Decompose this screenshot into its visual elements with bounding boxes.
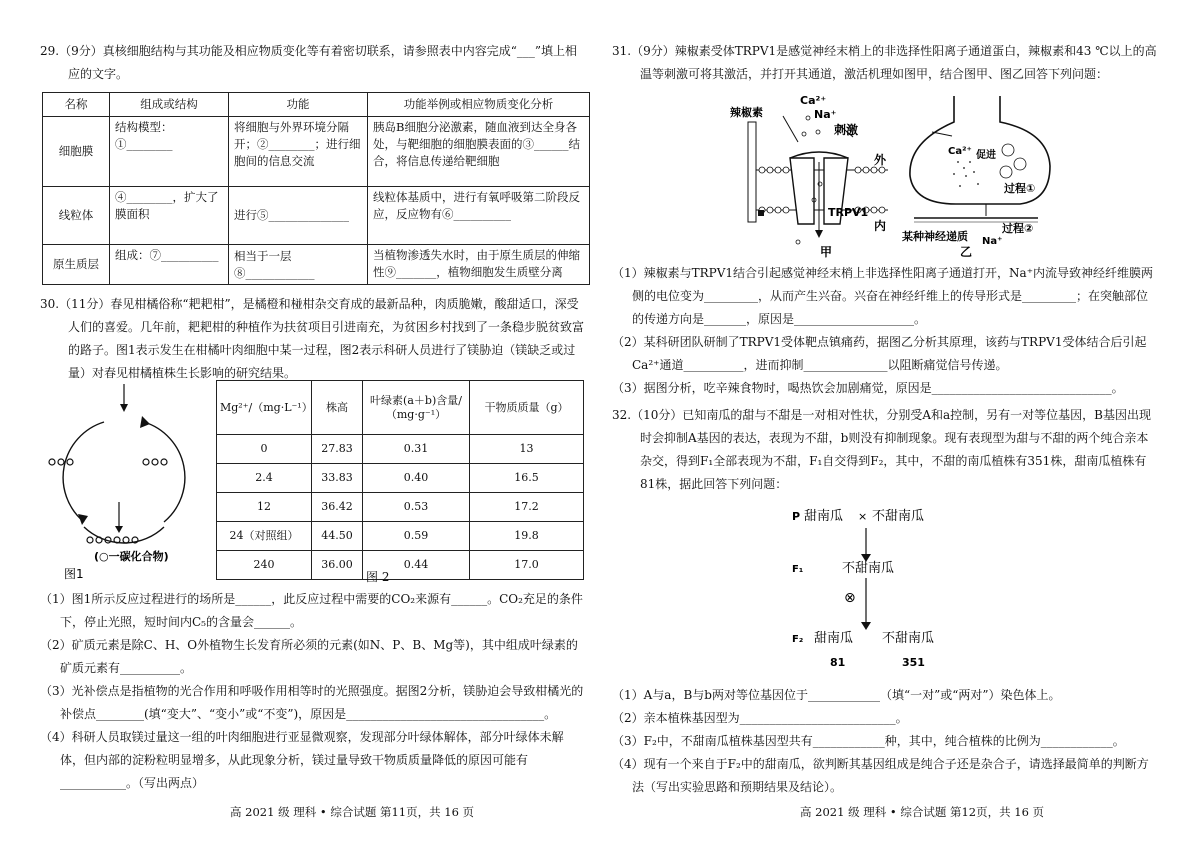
q32-sub-3: （3）F₂中，不甜南瓜植株基因型共有____________种，其中，纯合植株的比例为____________。 (612, 734, 1125, 748)
q30-cell: 27.83 (312, 435, 363, 464)
q30-cell: 0.40 (363, 464, 470, 493)
cross-f2-label: F₂ (792, 634, 804, 645)
footer-right: 高 2021 级 理科 • 综合试题 第12页，共 16 页 (800, 805, 1045, 819)
q29-cell: 相当于一层⑧____________ (229, 245, 368, 285)
fig-ca2-label: Ca²⁺ (948, 146, 972, 157)
fig-proc1-label: 过程① (1004, 182, 1036, 195)
q31-figure (728, 92, 1058, 260)
phospholipid-head (767, 207, 773, 213)
q29-cell: 细胞膜 (43, 117, 110, 187)
phospholipid-head (767, 167, 773, 173)
q30-cell: 17.2 (470, 493, 584, 522)
q30-sub-3: （3）光补偿点是指植物的光合作用和呼吸作用相等时的光照强度。据图2分析，镁胁迫会导致柑橘光的补偿点________(填“变大”、“变小”或“不变”)，原因是_________________________________。 (40, 684, 584, 721)
fig-capsaicin-label: 辣椒素 (730, 106, 763, 119)
cross-n-right: 351 (902, 656, 925, 669)
phospholipid-head (775, 167, 781, 173)
q30-cell: 36.00 (312, 551, 363, 580)
fig1-legend: (○一碳化合物) (94, 550, 169, 563)
cross-self-mark: ⊗ (844, 590, 856, 606)
q29-cell: 结构模型：①________ (110, 117, 229, 187)
fig-yi-label: 乙 (960, 245, 973, 259)
q29-cell: 将细胞与外界环境分隔开；②________；进行细胞间的信息交流 (229, 117, 368, 187)
left-page (40, 40, 585, 385)
fig-jia-label: 甲 (820, 245, 833, 259)
phospholipid-head (879, 207, 885, 213)
phospholipid-head (871, 167, 877, 173)
cross-f2-left: 甜南瓜 (814, 631, 854, 646)
q29-table (42, 92, 590, 285)
q30-sub-1: （1）图1所示反应过程进行的场所是______，此反应过程中需要的CO₂来源有______。CO₂充足的条件下，停止光照，短时间内C₅的含量会______。 (40, 592, 583, 629)
q29-cell: 线粒体 (43, 187, 110, 245)
q30-sub-4: （4）科研人员取镁过量这一组的叶肉细胞进行亚显微观察，发现部分叶绿体解体，部分叶绿体未解体，但内部的淀粉粒明显增多，从此现象分析，镁过量导致干物质质量降低的原因可能有___________。（写出两点） (40, 730, 564, 790)
q30-cell: 0.53 (363, 493, 470, 522)
q29-header: 组成或结构 (110, 93, 229, 117)
cross-f2-right: 不甜南瓜 (882, 631, 935, 646)
q30-cell: 240 (217, 551, 312, 580)
q29-cell: 进行⑤______________ (229, 187, 368, 245)
q30-cell: 16.5 (470, 464, 584, 493)
q32-sub-2: （2）亲本植株基因型为__________________________。 (612, 711, 908, 725)
phospholipid-head (783, 167, 789, 173)
cross-p-right: 不甜南瓜 (872, 509, 925, 524)
phospholipid-head (855, 167, 861, 173)
cross-p-left: 甜南瓜 (804, 509, 844, 524)
q31-sub-1: （1）辣椒素与TRPV1结合引起感觉神经末梢上非选择性阳离子通道打开，Na⁺内流导致神经纤维膜两侧的电位变为_________，从而产生兴奋。兴奋在神经纤维上的传导形式是_________；在突触部位的传递方向是_______，原因是____________________。 (612, 266, 1154, 326)
q32-stem: 32.（10分）已知南瓜的甜与不甜是一对相对性状，分别受A和a控制，另有一对等位基因，B基因出现时会抑制A基因的表达，表现为不甜，b则没有抑制现象。现有表现型为甜与不甜的两个纯合亲本杂交，得到F₁全部表现为不甜，F₁自交得到F₂，其中，不甜的南瓜植株有351株，甜南瓜植株有81株，据此回答下列问题： (612, 408, 1151, 491)
q30-cell: 17.0 (470, 551, 584, 580)
q29-header: 名称 (43, 93, 110, 117)
q30-subquestions (40, 588, 585, 795)
fig-na2-label: Na⁺ (982, 236, 1003, 247)
q30-cell: 24（对照组） (217, 522, 312, 551)
q30-cell: 0.59 (363, 522, 470, 551)
fig-inside-label: 内 (874, 219, 887, 233)
phospholipid-head (879, 167, 885, 173)
q29-header: 功能 (229, 93, 368, 117)
q29-cell: 线粒体基质中，进行有氧呼吸第二阶段反应，反应物有⑥__________ (368, 187, 590, 245)
q30-cell: 13 (470, 435, 584, 464)
fig-proc2-label: 过程② (1002, 222, 1034, 235)
q31-sub-2: （2）某科研团队研制了TRPV1受体靶点镇痛药，据图乙分析其原理，该药与TRPV1受体结合后引起Ca²⁺通道__________，进而抑制______________以阻断痛觉信号传递。 (612, 335, 1147, 372)
q30-cell: 36.42 (312, 493, 363, 522)
fig2-caption: 图 2 (366, 570, 390, 584)
fig-substance-label: 某种神经递质 (902, 230, 968, 243)
fig-stim-label: 刺激 (834, 123, 859, 137)
q29-cell: 原生质层 (43, 245, 110, 285)
phospholipid-head (871, 207, 877, 213)
q29-cell: 当植物渗透失水时，由于原生质层的伸缩性⑨_______，植物细胞发生质壁分离 (368, 245, 590, 285)
q31-sub-3: （3）据图分析，吃辛辣食物时，喝热饮会加剧痛觉，原因是______________________________。 (612, 381, 1124, 395)
q32-cross-diagram (790, 500, 970, 680)
q29-stem: 29.（9分）真核细胞结构与其功能及相应物质变化等有着密切联系，请参照表中内容完成“___”填上相应的文字。 (40, 44, 577, 81)
fig-promote-label: 促进 (976, 150, 996, 161)
right-page (612, 40, 1157, 86)
q32-sub-1: （1）A与a，B与b两对等位基因位于____________（填“一对”或“两对”）染色体上。 (612, 688, 1061, 702)
q30-cell: 2.4 (217, 464, 312, 493)
q29-cell: ④________，扩大了膜面积 (110, 187, 229, 245)
phospholipid-head (863, 167, 869, 173)
fig-ca-label: Ca²⁺ (800, 94, 827, 107)
q30-figure-1 (44, 382, 214, 582)
q30-stem: 30.（11分）春见柑橘俗称“耙耙柑”，是橘橙和椪柑杂交育成的最新品种，肉质脆嫩，酸甜适口，深受人们的喜爱。几年前，耙耙柑的种植作为扶贫项目引进南充，为贫困乡村找到了一条稳步脱贫致富的路子。图1表示发生在柑橘叶肉细胞中某一过程，图2表示科研人员进行了镁胁迫（镁缺乏或过量）对春见柑橘植株生长影响的研究结果。 (40, 297, 585, 380)
q29-header: 功能举例或相应物质变化分析 (368, 93, 590, 117)
q32-subquestions (612, 684, 1157, 799)
fig-trpv1-label: TRPV1 (828, 206, 869, 219)
footer-left: 高 2021 级 理科 • 综合试题 第11页，共 16 页 (230, 805, 475, 819)
q29-cell: 胰岛B细胞分泌激素，随血液到达全身各处，与靶细胞的细胞膜表面的③______结合，将信息传递给靶细胞 (368, 117, 590, 187)
fig-outside-label: 外 (874, 153, 887, 167)
q30-cell: 0.31 (363, 435, 470, 464)
phospholipid-head (783, 207, 789, 213)
q29-cell: 组成：⑦__________ (110, 245, 229, 285)
phospholipid-head (759, 167, 765, 173)
q30-cell: 44.50 (312, 522, 363, 551)
q30-sub-2: （2）矿质元素是除C、H、O外植物生长发育所必须的元素(如N、P、B、Mg等)，其中组成叶绿素的矿质元素有__________。 (40, 638, 578, 675)
q30-table-header: Mg²⁺/（mg·L⁻¹） (217, 381, 312, 435)
cross-f1-label: F₁ (792, 564, 804, 575)
q32-sub-4: （4）现有一个来自于F₂中的甜南瓜，欲判断其基因组成是纯合子还是杂合子，请选择最简单的判断方法（写出实验思路和预期结果及结论）。 (612, 757, 1149, 794)
fig1-caption: 图1 (64, 567, 84, 581)
cross-mark: × (858, 510, 868, 523)
q30-table-header: 干物质质量（g） (470, 381, 584, 435)
q30-cell: 12 (217, 493, 312, 522)
phospholipid-head (775, 207, 781, 213)
q30-table-header: 叶绿素(a＋b)含量/（mg·g⁻¹） (363, 381, 470, 435)
q30-cell: 0 (217, 435, 312, 464)
cross-p-label: P (792, 510, 801, 523)
q31-subquestions (612, 262, 1157, 496)
q30-cell: 19.8 (470, 522, 584, 551)
q30-cell: 33.83 (312, 464, 363, 493)
fig-na-label: Na⁺ (814, 108, 837, 121)
q31-stem: 31.（9分）辣椒素受体TRPV1是感觉神经末梢上的非选择性阳离子通道蛋白，辣椒素和43 ℃以上的高温等刺激可将其激活，并打开其通道，激活机理如图甲，结合图甲、图乙回答下列问题： (612, 44, 1157, 81)
q30-table-header: 株高 (312, 381, 363, 435)
q30-table (216, 380, 584, 580)
cross-f1: 不甜南瓜 (842, 561, 895, 576)
q30-cell: 0.44 (363, 551, 470, 580)
cross-n-left: 81 (830, 656, 846, 669)
